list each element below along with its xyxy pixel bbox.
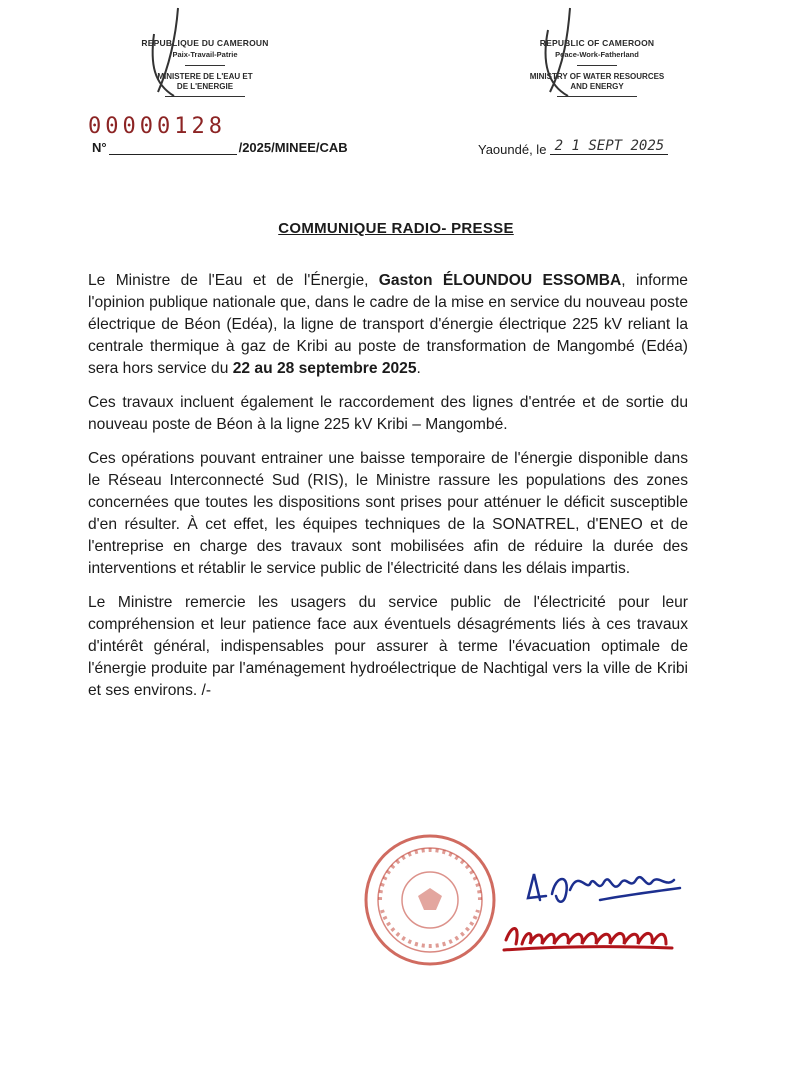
letterhead-right-ministry-line2: AND ENERGY <box>570 82 624 91</box>
paragraph-1-middle: , informe l'opinion publique nationale que, dans le cadre de la mise en service du nouveau poste électrique de Béon (Edéa), la ligne de transport d'énergie électrique 225 kV reliant la centrale thermique à gaz de Kribi au poste de transformation de Mangombé (Edéa) sera hors service du <box>88 272 688 377</box>
document-title: COMMUNIQUE RADIO- PRESSE <box>278 220 514 237</box>
handwritten-date: 2 1 SEPT 2025 <box>550 138 668 155</box>
initial-mark-right-icon <box>528 4 588 100</box>
reference-line <box>92 140 348 155</box>
letterhead-left-motto: Paix-Travail-Patrie <box>172 50 238 59</box>
communique-body <box>88 270 688 714</box>
paragraph-1 <box>88 270 688 380</box>
reference-stamp-number: 00000128 <box>88 114 226 139</box>
letterhead-left-ministry-line2: DE L'ENERGIE <box>176 82 234 91</box>
paragraph-3: Ces opérations pouvant entrainer une baisse temporaire de l'énergie disponible dans le Réseau Interconnecté Sud (RIS), le Ministre rassure les populations des zones concernées que toutes les dispositions sont prises pour atténuer le déficit susceptible d'en résulter. À cet effet, les équipes techniques de la SONATREL, d'ENEO et de l'entreprise en charge des travaux sont mobilisées afin de réduire la durée des interventions et rétablir le service public de l'électricité dans les délais impartis. <box>88 450 688 577</box>
letterhead-right-motto: Peace-Work-Fatherland <box>555 50 639 59</box>
reference-prefix: N° <box>92 140 107 155</box>
minister-name: Gaston ÉLOUNDOU ESSOMBA <box>378 272 622 289</box>
reference-suffix: /2025/MINEE/CAB <box>238 140 348 155</box>
official-seal-icon <box>360 830 500 970</box>
place-label: Yaoundé, le <box>478 142 547 157</box>
place-date <box>478 140 668 157</box>
letterhead-left-ministry-line1: MINISTERE DE L'EAU ET <box>157 72 253 81</box>
initial-mark-left-icon <box>140 4 200 100</box>
letterhead-left-country: REPUBLIQUE DU CAMEROUN <box>141 38 269 48</box>
handwritten-signature-icon <box>500 860 710 970</box>
letterhead-right-country: REPUBLIC OF CAMEROON <box>539 38 655 48</box>
paragraph-4: Le Ministre remercie les usagers du service public de l'électricité pour leur compréhension et leur patience face aux éventuels désagréments liés à ces travaux d'intérêt général, indispensables pour assurer à terme l'évacuation optimale de l'énergie produite par l'aménagement hydroélectrique de Nachtigal vers la ville de Kribi et ses environs. /- <box>88 594 688 699</box>
paragraph-1-end: . <box>416 360 421 377</box>
outage-dates: 22 au 28 septembre 2025 <box>232 360 417 377</box>
paragraph-2: Ces travaux incluent également le raccordement des lignes d'entrée et de sortie du nouveau poste de Béon à la ligne 225 kV Kribi – Mangombé. <box>88 394 688 433</box>
paragraph-1-intro: Le Ministre de l'Eau et de l'Énergie, <box>88 272 379 289</box>
letterhead-right-ministry-line1: MINISTRY OF WATER RESOURCES <box>529 72 665 81</box>
